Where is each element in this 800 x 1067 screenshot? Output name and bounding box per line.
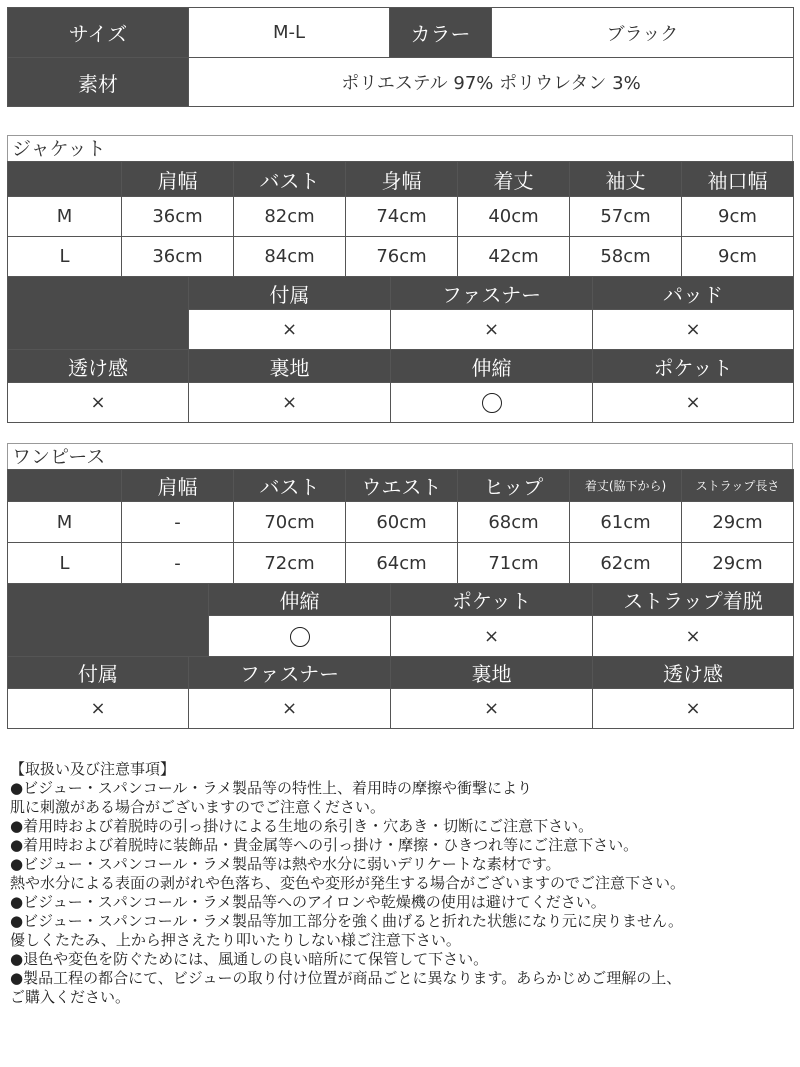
measure-cell: 68cm [458, 502, 570, 543]
material-label: 素材 [8, 58, 189, 107]
size-cell: L [8, 543, 122, 584]
attr-value: × [391, 310, 593, 350]
measure-cell: 61cm [570, 502, 682, 543]
attr-header: ポケット [391, 584, 593, 616]
dress-header-hip: ヒップ [458, 470, 570, 502]
measure-cell: 29cm [682, 502, 794, 543]
jacket-header-body-width: 身幅 [346, 162, 458, 197]
dress-header-length: 着丈(脇下から) [570, 470, 682, 502]
attr-header: ファスナー [189, 657, 391, 689]
measure-cell: 60cm [346, 502, 458, 543]
jacket-section-title: ジャケット [7, 135, 793, 161]
measure-cell: 62cm [570, 543, 682, 584]
table-row [8, 237, 794, 277]
measure-cell: 40cm [458, 197, 570, 237]
notes-heading: 【取扱い及び注意事項】 [10, 760, 176, 778]
note-line: 熱や水分による表面の剥がれや色落ち、変色や変形が発生する場合がございますのでご注意下さい。 [10, 874, 686, 892]
color-label: カラー [390, 8, 492, 58]
dress-header-corner [8, 470, 122, 502]
size-cell: L [8, 237, 122, 277]
note-line: ●着用時および着脱時の引っ掛けによる生地の糸引き・穴あき・切断にご注意下さい。 [10, 817, 594, 835]
size-cell: M [8, 197, 122, 237]
attr-value: × [593, 689, 794, 729]
dress-header-shoulder: 肩幅 [122, 470, 234, 502]
dress-attr-table [7, 583, 794, 729]
jacket-header-bust: バスト [234, 162, 346, 197]
attr-header: 付属 [189, 277, 391, 310]
size-label: サイズ [8, 8, 189, 58]
measure-cell: 36cm [122, 237, 234, 277]
jacket-size-table [7, 161, 794, 277]
color-value: ブラック [492, 8, 794, 58]
measure-cell: 36cm [122, 197, 234, 237]
measure-cell: 70cm [234, 502, 346, 543]
attr-value: × [8, 383, 189, 423]
attr-header: ポケット [593, 350, 794, 383]
dress-attr-corner [8, 584, 209, 657]
jacket-attr-corner [8, 277, 189, 350]
measure-cell: 71cm [458, 543, 570, 584]
note-line: ●ビジュー・スパンコール・ラメ製品等の特性上、着用時の摩擦や衝撃により [10, 779, 533, 797]
jacket-header-length: 着丈 [458, 162, 570, 197]
attr-value: × [391, 689, 593, 729]
table-row [8, 543, 794, 584]
attr-value: × [593, 383, 794, 423]
attr-value: × [189, 383, 391, 423]
circle-mark-icon [290, 627, 310, 647]
measure-cell: 64cm [346, 543, 458, 584]
measure-cell: - [122, 543, 234, 584]
circle-mark-icon [482, 393, 502, 413]
jacket-header-sleeve: 袖丈 [570, 162, 682, 197]
attr-value: × [391, 616, 593, 657]
jacket-header-shoulder: 肩幅 [122, 162, 234, 197]
stretch-circle-cell [391, 383, 593, 423]
care-notes [10, 760, 795, 1007]
dress-header-strap: ストラップ長さ [682, 470, 794, 502]
note-line: ご購入ください。 [10, 988, 131, 1006]
note-line: ●ビジュー・スパンコール・ラメ製品等へのアイロンや乾燥機の使用は避けてください。 [10, 893, 606, 911]
attr-header: 付属 [8, 657, 189, 689]
note-line: ●製品工程の都合にて、ビジューの取り付け位置が商品ごとに異なります。あらかじめご理解の上、 [10, 969, 682, 987]
attr-value: × [593, 616, 794, 657]
measure-cell: 9cm [682, 197, 794, 237]
measure-cell: 74cm [346, 197, 458, 237]
jacket-header-corner [8, 162, 122, 197]
measure-cell: 72cm [234, 543, 346, 584]
jacket-header-cuff: 袖口幅 [682, 162, 794, 197]
attr-header: 伸縮 [391, 350, 593, 383]
measure-cell: - [122, 502, 234, 543]
attr-header: パッド [593, 277, 794, 310]
attr-value: × [189, 310, 391, 350]
attr-header: ファスナー [391, 277, 593, 310]
attr-value: × [189, 689, 391, 729]
dress-header-bust: バスト [234, 470, 346, 502]
attr-header: 透け感 [593, 657, 794, 689]
attr-value: × [8, 689, 189, 729]
note-line: ●着用時および着脱時に装飾品・貴金属等への引っ掛け・摩擦・ひきつれ等にご注意下さい。 [10, 836, 639, 854]
dress-header-waist: ウエスト [346, 470, 458, 502]
attr-value: × [593, 310, 794, 350]
measure-cell: 84cm [234, 237, 346, 277]
dress-section-title: ワンピース [7, 443, 793, 469]
size-value: M-L [189, 8, 390, 58]
jacket-attr-table [7, 276, 794, 423]
measure-cell: 57cm [570, 197, 682, 237]
measure-cell: 42cm [458, 237, 570, 277]
table-row [8, 197, 794, 237]
note-line: 肌に刺激がある場合がございますのでご注意ください。 [10, 798, 386, 816]
note-line: ●ビジュー・スパンコール・ラメ製品等は熱や水分に弱いデリケートな素材です。 [10, 855, 561, 873]
attr-header: 透け感 [8, 350, 189, 383]
attr-header: ストラップ着脱 [593, 584, 794, 616]
note-line: ●退色や変色を防ぐためには、風通しの良い暗所にて保管して下さい。 [10, 950, 489, 968]
attr-header: 裏地 [189, 350, 391, 383]
note-line: 優しくたたみ、上から押さえたり叩いたりしない様ご注意下さい。 [10, 931, 461, 949]
note-line: ●ビジュー・スパンコール・ラメ製品等加工部分を強く曲げると折れた状態になり元に戻りません。 [10, 912, 683, 930]
attr-header: 伸縮 [209, 584, 391, 616]
table-row [8, 502, 794, 543]
measure-cell: 9cm [682, 237, 794, 277]
stretch-circle-cell [209, 616, 391, 657]
measure-cell: 58cm [570, 237, 682, 277]
material-value: ポリエステル 97% ポリウレタン 3% [189, 58, 794, 107]
measure-cell: 29cm [682, 543, 794, 584]
measure-cell: 76cm [346, 237, 458, 277]
basic-info-table [7, 7, 794, 107]
attr-header: 裏地 [391, 657, 593, 689]
measure-cell: 82cm [234, 197, 346, 237]
size-cell: M [8, 502, 122, 543]
dress-size-table [7, 469, 794, 584]
